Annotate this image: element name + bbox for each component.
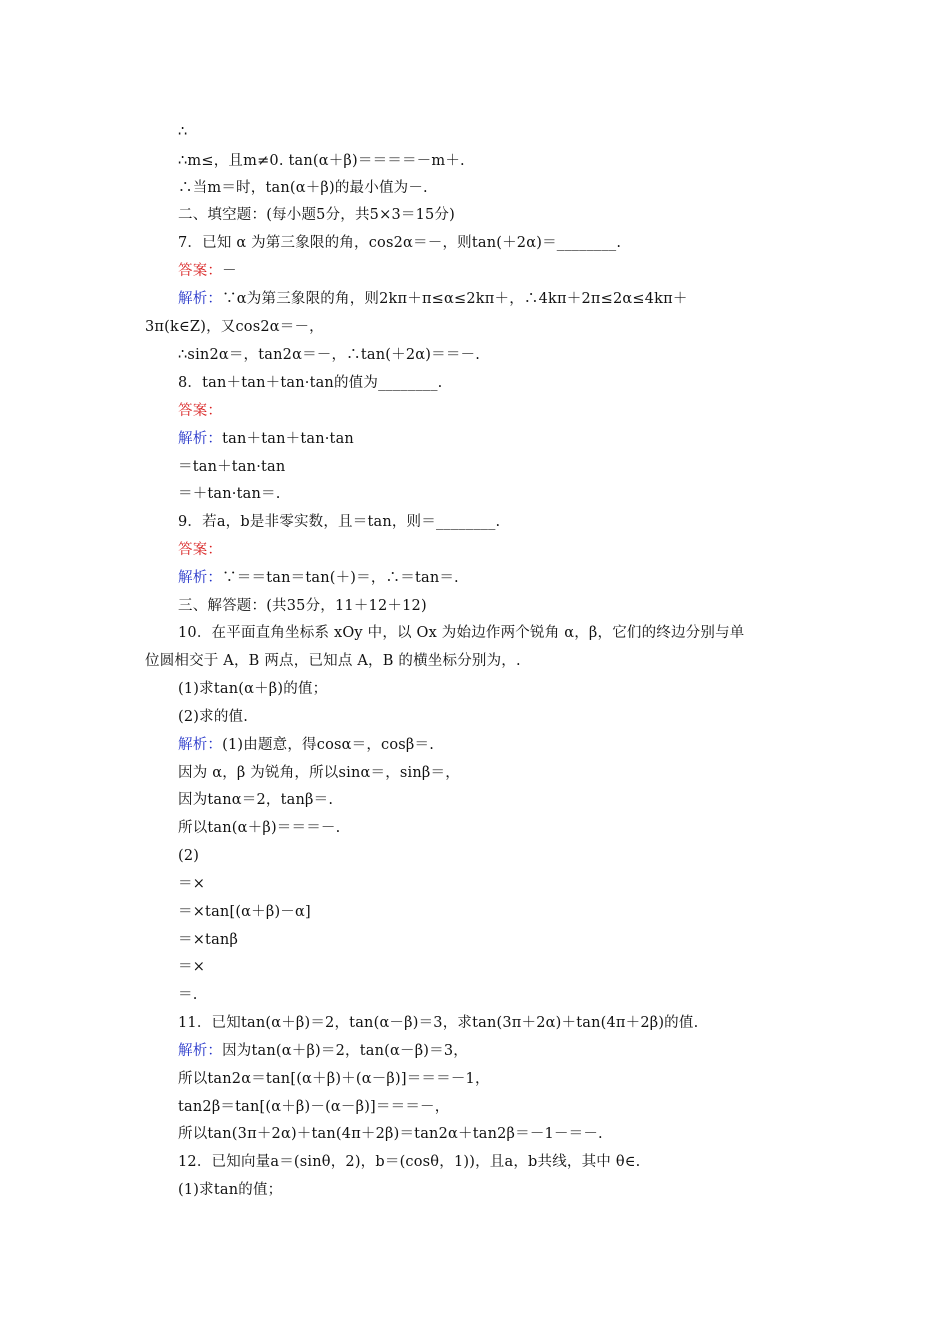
text-line: ＝×tanβ [178, 932, 239, 948]
text-line: 所以tan(α＋β)＝＝＝－. [178, 820, 341, 836]
analysis-label: 解析： [178, 291, 223, 307]
analysis-line: 解析：(1)由题意，得cosα＝，cosβ＝. [178, 737, 435, 753]
analysis-label: 解析： [178, 737, 223, 753]
text-line: 因为tanα＝2，tanβ＝. [178, 792, 334, 808]
text-line: (2)求的值. [178, 709, 249, 725]
section-heading: 二、填空题：(每小题5分，共5×3＝15分) [178, 207, 455, 223]
answer-line [178, 401, 222, 421]
text-line: 3π(k∈Z)，又cos2α＝－， [145, 319, 324, 335]
analysis-label: 解析： [178, 570, 223, 586]
text-line: ＝＋tan·tan＝. [178, 486, 281, 502]
text-line: (1)求tan(α＋β)的值； [178, 681, 328, 697]
question-9: 9．若a，b是非零实数，且＝tan，则＝________. [178, 514, 501, 530]
analysis-line: 解析：∵α为第三象限的角，则2kπ＋π≤α≤2kπ＋，∴4kπ＋2π≤2α≤4kπ＋ [178, 291, 688, 307]
text-line: (1)求tan的值； [178, 1182, 283, 1198]
question-7: 7．已知 α 为第三象限的角，cos2α＝－，则tan(＋2α)＝________. [178, 235, 622, 251]
answer-line [178, 540, 222, 560]
text-line: 位圆相交于 A，B 两点，已知点 A，B 的横坐标分别为，. [145, 653, 521, 669]
question-10: 10．在平面直角坐标系 xOy 中，以 Ox 为始边作两个锐角 α，β，它们的终边分别与单 [178, 625, 745, 641]
answer-label: 答案： [178, 542, 223, 558]
analysis-label: 解析： [178, 431, 223, 447]
text-line: 所以tan2α＝tan[(α＋β)＋(α－β)]＝＝＝－1， [178, 1071, 490, 1087]
text-line: ＝×tan[(α＋β)－α] [178, 904, 311, 920]
analysis-line: 解析：tan＋tan＋tan·tan [178, 431, 354, 447]
answer-label: 答案： [178, 403, 223, 419]
text-line: ＝. [178, 987, 198, 1003]
text-line: (2) [178, 848, 200, 864]
section-heading: 三、解答题：(共35分，11＋12＋12) [178, 598, 427, 614]
text-line: ∴ [178, 124, 188, 140]
question-8: 8．tan＋tan＋tan·tan的值为________. [178, 375, 443, 391]
text-line: tan2β＝tan[(α＋β)－(α－β)]＝＝＝－， [178, 1099, 450, 1115]
text-line: ∴sin2α＝，tan2α＝－，∴tan(＋2α)＝＝－. [178, 347, 481, 363]
text-line: ∴m≤，且m≠0. tan(α＋β)＝＝＝＝－m＋. [178, 153, 465, 169]
text-line: 所以tan(3π＋2α)＋tan(4π＋2β)＝tan2α＋tan2β＝－1－＝－. [178, 1126, 603, 1142]
analysis-line: 解析：因为tan(α＋β)＝2，tan(α－β)＝3， [178, 1043, 468, 1059]
text-line: ∴当m＝时，tan(α＋β)的最小值为－. [178, 180, 428, 196]
question-12: 12．已知向量a＝(sinθ，2)，b＝(cosθ，1))，且a，b共线，其中 θ∈. [178, 1154, 641, 1170]
text-line: ＝× [178, 876, 206, 892]
answer-line: 答案：－ [178, 263, 237, 279]
text-line: 因为 α，β 为锐角，所以sinα＝，sinβ＝， [178, 765, 460, 781]
answer-label: 答案： [178, 263, 223, 279]
text-line: ＝× [178, 959, 206, 975]
question-11: 11．已知tan(α＋β)＝2，tan(α－β)＝3，求tan(3π＋2α)＋tan(4π＋2β)的值. [178, 1015, 699, 1031]
analysis-label: 解析： [178, 1043, 223, 1059]
text-line: ＝tan＋tan·tan [178, 459, 286, 475]
analysis-line: 解析：∵＝＝tan＝tan(＋)＝，∴＝tan＝. [178, 570, 459, 586]
